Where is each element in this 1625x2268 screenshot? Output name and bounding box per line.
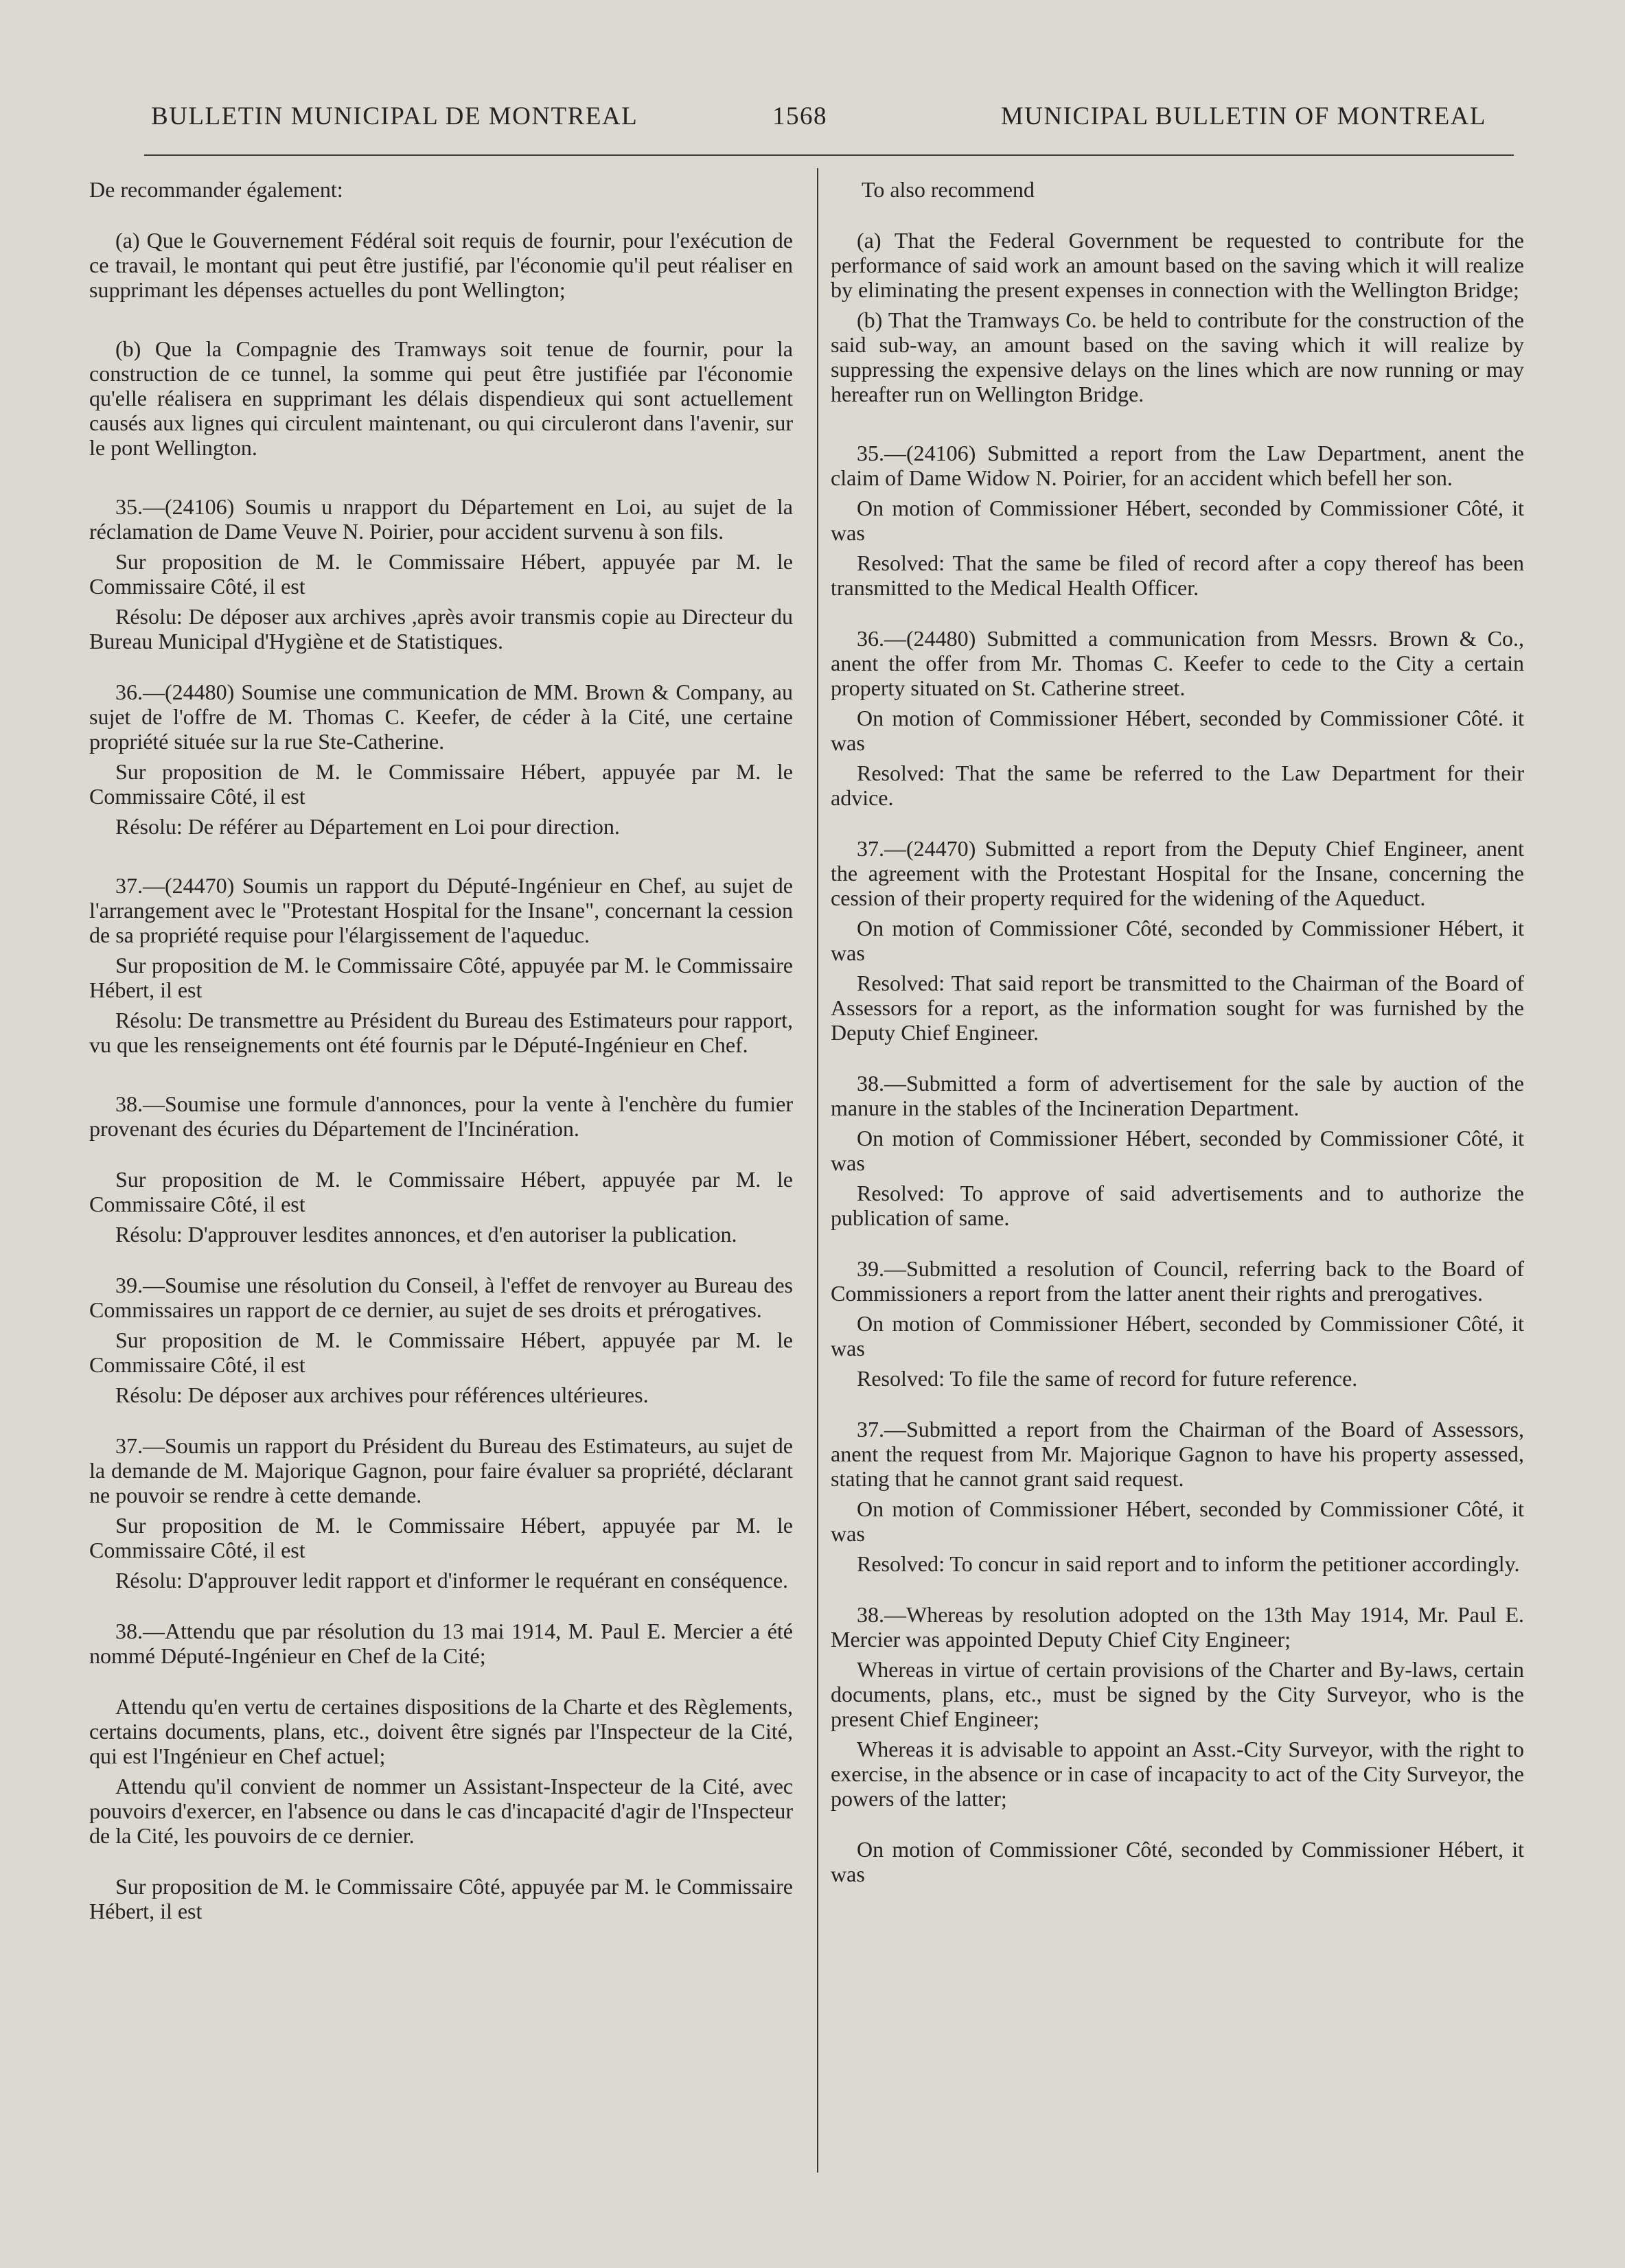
paragraph: 38.—Attendu que par résolution du 13 mai 1914, M. Paul E. Mercier a été nommé Député-Ingénieur en Chef de la Cité; bbox=[89, 1619, 793, 1668]
paragraph: 36.—(24480) Submitted a communication from Messrs. Brown & Co., anent the offer from Mr. Thomas C. Keefer to cede to the City a certain property situated on St. Catherine street. bbox=[831, 626, 1524, 700]
page-number: 1568 bbox=[772, 102, 827, 130]
paragraph: Résolu: De déposer aux archives ,après avoir transmis copie au Directeur du Bureau Municipal d'Hygiène et de Statistiques. bbox=[89, 604, 793, 653]
paragraph: Sur proposition de M. le Commissaire Hébert, appuyée par M. le Commissaire Côté, il est bbox=[89, 1167, 793, 1216]
paragraph: 37.—Soumis un rapport du Président du Bureau des Estimateurs, au sujet de la demande de M. Majorique Gagnon, pour faire évaluer sa propriété, déclarant ne pouvoir se rendre à cette demande. bbox=[89, 1433, 793, 1507]
paragraph: 37.—(24470) Submitted a report from the Deputy Chief Engineer, anent the agreement with the Protestant Hospital for the Insane, concerning the cession of their property required for the widening of the Aqueduct. bbox=[831, 836, 1524, 910]
paragraph: On motion of Commissioner Hébert, seconded by Commissioner Côté, it was bbox=[831, 496, 1524, 545]
english-column bbox=[831, 177, 1524, 1892]
paragraph: Sur proposition de M. le Commissaire Hébert, appuyée par M. le Commissaire Côté, il est bbox=[89, 1513, 793, 1562]
paragraph: On motion of Commissioner Hébert, seconded by Commissioner Côté, it was bbox=[831, 1311, 1524, 1361]
paragraph: Resolved: To approve of said advertisements and to authorize the publication of same. bbox=[831, 1181, 1524, 1230]
paragraph: Resolved: That the same be referred to the Law Department for their advice. bbox=[831, 761, 1524, 810]
paragraph: Whereas it is advisable to appoint an Asst.-City Surveyor, with the right to exercise, in the absence or in case of incapacity to act of the City Surveyor, the powers of the latter; bbox=[831, 1737, 1524, 1811]
paragraph: Sur proposition de M. le Commissaire Hébert, appuyée par M. le Commissaire Côté, il est bbox=[89, 549, 793, 599]
paragraph: (a) That the Federal Government be requested to contribute for the performance of said work an amount based on the saving which it will realize by eliminating the present expenses in connection with the Wellington Bridge; bbox=[831, 228, 1524, 302]
paragraph: On motion of Commissioner Côté, seconded by Commissioner Hébert, it was bbox=[831, 916, 1524, 965]
paragraph: Sur proposition de M. le Commissaire Côté, appuyée par M. le Commissaire Hébert, il est bbox=[89, 953, 793, 1002]
paragraph: On motion of Commissioner Hébert, seconded by Commissioner Côté, it was bbox=[831, 1126, 1524, 1175]
paragraph: Sur proposition de M. le Commissaire Côté, appuyée par M. le Commissaire Hébert, il est bbox=[89, 1874, 793, 1923]
paragraph: De recommander également: bbox=[89, 177, 343, 202]
page-header bbox=[120, 102, 1486, 136]
paragraph: Résolu: D'approuver lesdites annonces, et d'en autoriser la publication. bbox=[115, 1222, 737, 1247]
paragraph: Resolved: That the same be filed of record after a copy thereof has been transmitted to the Medical Health Officer. bbox=[831, 551, 1524, 600]
paragraph: 35.—(24106) Submitted a report from the Law Department, anent the claim of Dame Widow N. Poirier, for an accident which befell her son. bbox=[831, 441, 1524, 490]
header-title-french: BULLETIN MUNICIPAL DE MONTREAL bbox=[151, 102, 638, 130]
paragraph: (b) Que la Compagnie des Tramways soit tenue de fournir, pour la construction de ce tunnel, la somme qui peut être justifiée par l'économie qu'elle réalisera en supprimant les délais dispendieux qui sont actuellement causés aux lignes qui circulent maintenant, ou qui circuleront dans l'avenir, sur le pont Wellington. bbox=[89, 336, 793, 460]
paragraph: On motion of Commissioner Hébert, seconded by Commissioner Côté, it was bbox=[831, 1496, 1524, 1546]
paragraph: 37.—Submitted a report from the Chairman of the Board of Assessors, anent the request from Mr. Majorique Gagnon to have his property assessed, stating that he cannot grant said request. bbox=[831, 1417, 1524, 1491]
paragraph: (b) That the Tramways Co. be held to contribute for the construction of the said sub-way, an amount based on the saving which it will realize by suppressing the expensive delays on the lines which are now running or may hereafter run on Wellington Bridge. bbox=[831, 308, 1524, 406]
paragraph: On motion of Commissioner Côté, seconded by Commissioner Hébert, it was bbox=[831, 1837, 1524, 1886]
paragraph: Resolved: That said report be transmitted to the Chairman of the Board of Assessors for a report, as the information sought for was furnished by the Deputy Chief Engineer. bbox=[831, 971, 1524, 1045]
paragraph: Attendu qu'en vertu de certaines dispositions de la Charte et des Règlements, certains documents, plans, etc., doivent être signés par l'Inspecteur de la Cité, qui est l'Ingénieur en Chef actuel; bbox=[89, 1694, 793, 1768]
paragraph: To also recommend bbox=[862, 177, 1035, 202]
paragraph: Attendu qu'il convient de nommer un Assistant-Inspecteur de la Cité, avec pouvoirs d'exercer, en l'absence ou dans le cas d'incapacité d'agir de l'Inspecteur de la Cité, les pouvoirs de ce dernier. bbox=[89, 1774, 793, 1848]
paragraph: 37.—(24470) Soumis un rapport du Député-Ingénieur en Chef, au sujet de l'arrangement avec le "Protestant Hospital for the Insane", concernant la cession de sa propriété requise pour l'élargissement de l'aqueduc. bbox=[89, 873, 793, 947]
paragraph: Resolved: To concur in said report and to inform the petitioner accordingly. bbox=[857, 1551, 1520, 1576]
paragraph: On motion of Commissioner Hébert, seconded by Commissioner Côté. it was bbox=[831, 706, 1524, 755]
paragraph: 38.—Submitted a form of advertisement for the sale by auction of the manure in the stables of the Incineration Department. bbox=[831, 1071, 1524, 1120]
header-rule bbox=[144, 154, 1514, 156]
paragraph: Résolu: De référer au Département en Loi pour direction. bbox=[115, 814, 620, 839]
paragraph: Sur proposition de M. le Commissaire Hébert, appuyée par M. le Commissaire Côté, il est bbox=[89, 1328, 793, 1377]
french-column bbox=[89, 177, 793, 1929]
header-title-english: MUNICIPAL BULLETIN OF MONTREAL bbox=[1000, 102, 1486, 130]
paragraph: Whereas in virtue of certain provisions of the Charter and By-laws, certain documents, plans, etc., must be signed by the City Surveyor, who is the present Chief Engineer; bbox=[831, 1657, 1524, 1731]
paragraph: Resolved: To file the same of record for future reference. bbox=[857, 1366, 1358, 1391]
paragraph: 39.—Soumise une résolution du Conseil, à l'effet de renvoyer au Bureau des Commissaires un rapport de ce dernier, au sujet de ses droits et prérogatives. bbox=[89, 1273, 793, 1322]
paragraph: 38.—Whereas by resolution adopted on the 13th May 1914, Mr. Paul E. Mercier was appointed Deputy Chief City Engineer; bbox=[831, 1602, 1524, 1652]
paragraph: 38.—Soumise une formule d'annonces, pour la vente à l'enchère du fumier provenant des écuries du Département de l'Incinération. bbox=[89, 1091, 793, 1141]
column-divider bbox=[817, 168, 818, 2173]
paragraph: (a) Que le Gouvernement Fédéral soit requis de fournir, pour l'exécution de ce travail, le montant qui peut être justifié, par l'économie qu'il peut réaliser en supprimant les dépenses actuelles du pont Wellington; bbox=[89, 228, 793, 302]
paragraph: 39.—Submitted a resolution of Council, referring back to the Board of Commissioners a report from the latter anent their rights and prerogatives. bbox=[831, 1256, 1524, 1306]
paragraph: 35.—(24106) Soumis u nrapport du Département en Loi, au sujet de la réclamation de Dame Veuve N. Poirier, pour accident survenu à son fils. bbox=[89, 494, 793, 544]
paragraph: 36.—(24480) Soumise une communication de MM. Brown & Company, au sujet de l'offre de M. Thomas C. Keefer, de céder à la Cité, une certaine propriété située sur la rue Ste-Catherine. bbox=[89, 680, 793, 754]
paragraph: Sur proposition de M. le Commissaire Hébert, appuyée par M. le Commissaire Côté, il est bbox=[89, 759, 793, 809]
paragraph: Résolu: De transmettre au Président du Bureau des Estimateurs pour rapport, vu que les renseignements ont été fournis par le Député-Ingénieur en Chef. bbox=[89, 1008, 793, 1057]
paragraph: Résolu: D'approuver ledit rapport et d'informer le requérant en conséquence. bbox=[115, 1568, 789, 1593]
paragraph: Résolu: De déposer aux archives pour références ultérieures. bbox=[115, 1382, 649, 1407]
